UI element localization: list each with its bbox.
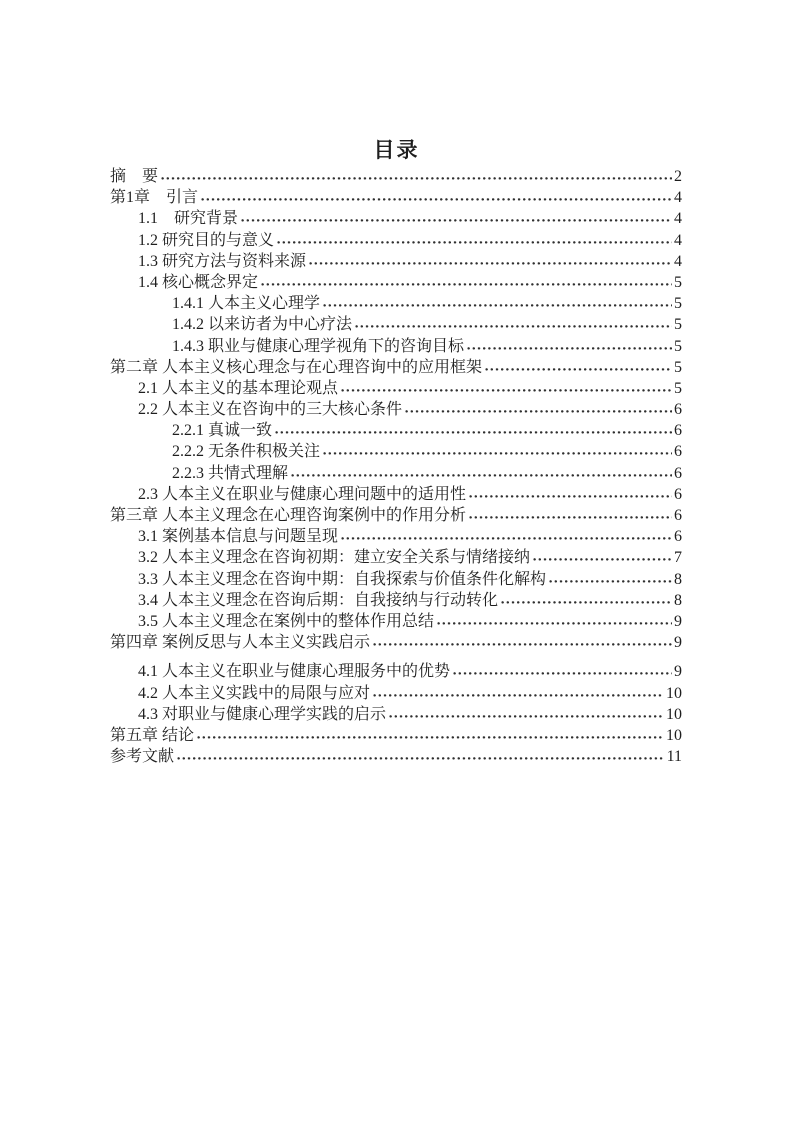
toc-entry-page: 6	[674, 401, 682, 419]
toc-entry-label: 4.2 人本主义实践中的局限与应对	[138, 684, 371, 702]
toc-entry[interactable]	[110, 526, 682, 547]
toc-entry[interactable]	[110, 208, 682, 229]
dot-leader	[469, 494, 672, 499]
toc-entry[interactable]	[110, 547, 682, 568]
dot-leader	[549, 579, 672, 584]
dot-leader	[453, 671, 672, 676]
toc-entry-label: 第三章 人本主义理念在心理咨询案例中的作用分析	[110, 507, 467, 524]
dot-leader	[197, 735, 664, 740]
toc-entry-label: 2.1 人本主义的基本理论观点	[138, 379, 339, 397]
table-of-contents	[110, 166, 682, 767]
toc-entry-label: 1.1 研究背景	[138, 210, 239, 228]
toc-entry-page: 9	[674, 634, 682, 652]
toc-entry-page: 10	[666, 684, 682, 702]
toc-entry-label: 4.3 对职业与健康心理学实践的启示	[138, 705, 387, 723]
dot-leader	[275, 430, 672, 435]
toc-entry[interactable]	[110, 166, 682, 187]
toc-entry-page: 5	[674, 273, 682, 291]
toc-entry-label: 1.4.2 以来访者为中心疗法	[172, 316, 353, 334]
toc-entry[interactable]	[110, 441, 682, 462]
dot-leader	[389, 714, 664, 719]
dot-leader	[323, 451, 672, 456]
toc-entry-label: 第二章 人本主义核心理念与在心理咨询中的应用框架	[110, 358, 483, 376]
toc-entry-label: 3.1 案例基本信息与问题呈现	[138, 528, 339, 546]
toc-entry-page: 8	[674, 591, 682, 609]
toc-entry-page: 2	[674, 168, 682, 185]
dot-leader	[405, 409, 672, 414]
toc-entry[interactable]	[110, 272, 682, 293]
dot-leader	[309, 261, 672, 266]
dot-leader	[323, 303, 672, 308]
toc-entry[interactable]	[110, 505, 682, 526]
toc-entry-label: 1.4.1 人本主义心理学	[172, 295, 321, 313]
toc-entry-label: 1.4 核心概念界定	[138, 273, 259, 291]
toc-entry[interactable]	[110, 251, 682, 272]
dot-leader	[161, 176, 672, 181]
toc-entry[interactable]	[110, 704, 682, 725]
toc-entry-label: 1.4.3 职业与健康心理学视角下的咨询目标	[172, 337, 465, 355]
toc-entry-label: 第五章 结论	[110, 726, 195, 744]
dot-leader	[373, 693, 664, 698]
toc-entry-label: 3.3 人本主义理念在咨询中期：自我探索与价值条件化解构	[138, 570, 547, 588]
toc-entry[interactable]	[110, 336, 682, 357]
toc-entry-label: 1.2 研究目的与意义	[138, 231, 275, 249]
toc-entry-label: 3.4 人本主义理念在咨询后期：自我接纳与行动转化	[138, 591, 499, 609]
toc-entry[interactable]	[110, 725, 682, 746]
dot-leader	[201, 197, 672, 202]
toc-entry-page: 5	[674, 295, 682, 313]
toc-entry[interactable]	[110, 293, 682, 314]
toc-entry-label: 第四章 案例反思与人本主义实践启示	[110, 634, 371, 652]
dot-leader	[469, 515, 672, 520]
dot-leader	[341, 536, 672, 541]
toc-entry[interactable]	[110, 378, 682, 399]
toc-entry[interactable]	[110, 661, 682, 682]
toc-entry[interactable]	[110, 399, 682, 420]
dot-leader	[533, 557, 672, 562]
toc-entry-label: 1.3 研究方法与资料来源	[138, 252, 307, 270]
toc-entry-page: 10	[666, 726, 682, 744]
toc-entry-label: 2.2 人本主义在咨询中的三大核心条件	[138, 401, 403, 419]
toc-entry[interactable]	[110, 590, 682, 611]
toc-entry-page: 5	[674, 358, 682, 376]
toc-entry-page: 11	[666, 748, 682, 766]
toc-entry-page: 9	[674, 663, 682, 681]
dot-leader	[467, 346, 672, 351]
dot-leader	[437, 621, 672, 626]
toc-entry[interactable]	[110, 187, 682, 208]
toc-entry-page: 5	[674, 337, 682, 355]
dot-leader	[373, 642, 672, 647]
dot-leader	[241, 218, 672, 223]
toc-entry-page: 8	[674, 570, 682, 588]
toc-entry-page: 4	[674, 189, 682, 207]
dot-leader	[177, 756, 665, 761]
dot-leader	[485, 367, 672, 372]
toc-entry[interactable]	[110, 569, 682, 590]
dot-leader	[291, 473, 672, 478]
toc-entry-label: 第1章 引言	[110, 189, 199, 207]
toc-entry[interactable]	[110, 746, 682, 767]
toc-entry-label: 2.2.1 真诚一致	[172, 422, 273, 440]
dot-leader	[355, 324, 672, 329]
toc-entry[interactable]	[110, 357, 682, 378]
dot-leader	[341, 388, 672, 393]
toc-entry-page: 5	[674, 379, 682, 397]
toc-entry-page: 6	[674, 443, 682, 461]
toc-entry-page: 6	[674, 507, 682, 524]
toc-entry[interactable]	[110, 230, 682, 251]
toc-entry-page: 4	[674, 252, 682, 270]
dot-leader	[501, 600, 672, 605]
toc-entry-page: 4	[674, 210, 682, 228]
toc-entry-page: 6	[674, 485, 682, 503]
toc-entry[interactable]	[110, 463, 682, 484]
toc-entry[interactable]	[110, 484, 682, 505]
toc-entry[interactable]	[110, 683, 682, 704]
toc-entry-page: 6	[674, 528, 682, 546]
toc-entry-label: 2.2.3 共情式理解	[172, 464, 289, 482]
toc-entry-page: 9	[674, 612, 682, 630]
toc-entry-label: 2.2.2 无条件积极关注	[172, 443, 321, 461]
toc-entry-label: 3.2 人本主义理念在咨询初期：建立安全关系与情绪接纳	[138, 549, 531, 567]
toc-entry-label: 4.1 人本主义在职业与健康心理服务中的优势	[138, 663, 451, 681]
toc-entry-label: 参考文献	[110, 748, 175, 766]
toc-entry-page: 6	[674, 422, 682, 440]
dot-leader	[277, 240, 672, 245]
toc-entry-page: 4	[674, 231, 682, 249]
toc-entry-page: 10	[666, 705, 682, 723]
dot-leader	[261, 282, 672, 287]
toc-entry-page: 6	[674, 464, 682, 482]
toc-entry[interactable]	[110, 632, 682, 653]
toc-entry-page: 5	[674, 316, 682, 334]
toc-entry[interactable]	[110, 420, 682, 441]
page-title: 目录	[373, 138, 420, 162]
toc-entry[interactable]	[110, 314, 682, 335]
toc-entry-label: 摘 要	[110, 168, 159, 185]
toc-entry-label: 2.3 人本主义在职业与健康心理问题中的适用性	[138, 485, 467, 503]
toc-entry-page: 7	[674, 549, 682, 567]
toc-entry-label: 3.5 人本主义理念在案例中的整体作用总结	[138, 612, 435, 630]
toc-entry[interactable]	[110, 611, 682, 632]
